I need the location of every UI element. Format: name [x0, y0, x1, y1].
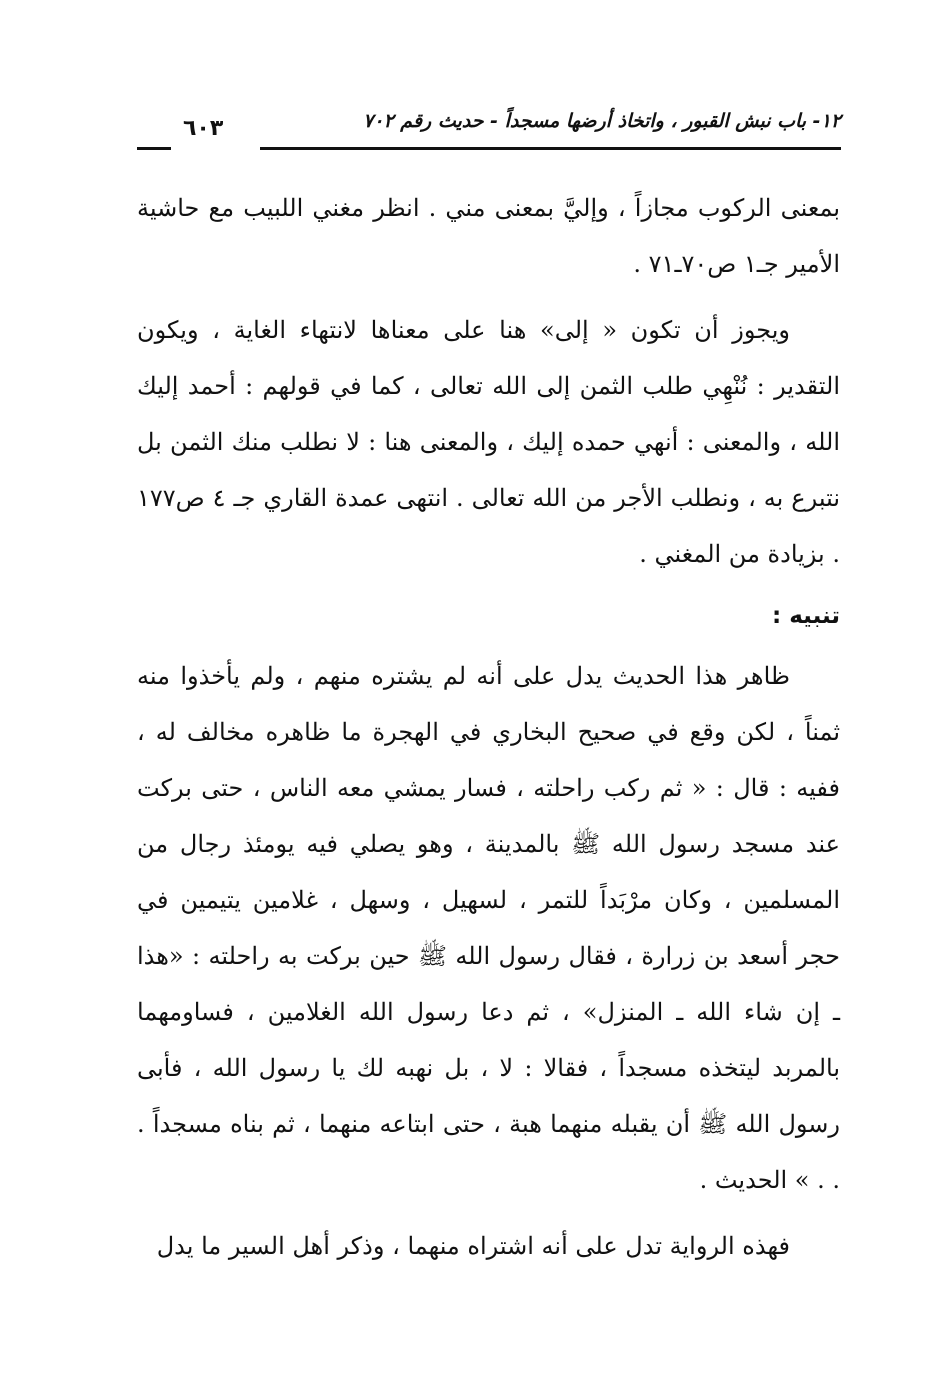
page-number: ٦٠٣ — [183, 116, 224, 141]
running-header — [135, 108, 841, 142]
page-number-rule — [137, 147, 171, 150]
paragraph-hadith-discussion: ظاهر هذا الحديث يدل على أنه لم يشتره منهم ، ولم يأخذوا منه ثمناً ، لكن وقع في صحيح البخاري في الهجرة ما ظاهره مخالف له ، ففيه : قال : « ثم ركب راحلته ، فسار يمشي معه الناس ، حتى بركت عند مسجد رسول الله ﷺ بالمدينة ، وهو يصلي فيه يومئذ رجال من المسلمين ، وكان مرْبَداً للتمر ، لسهيل ، وسهل ، غلامين يتيمين في حجر أسعد بن زرارة ، فقال رسول الله ﷺ حين بركت به راحلته : «هذا ـ إن شاء الله ـ المنزل» ، ثم دعا رسول الله الغلامين ، فساومهما بالمربد ليتخذه مسجداً ، فقالا : لا ، بل نهبه لك يا رسول الله ، فأبى رسول الله ﷺ أن يقبله منهما هبة ، حتى ابتاعه منهما ، ثم بناه مسجداً . . . » الحديث . — [137, 662, 841, 1194]
paragraph-grammar-note: ويجوز أن تكون « إلى» هنا على معناها لانتهاء الغاية ، ويكون التقدير : نُنْهِي طلب الثمن إلى الله تعالى ، كما في قولهم : أحمد إليك الله ، والمعنى : أنهي حمده إليك ، والمعنى هنا : لا نطلب منك الثمن بل نتبرع به ، ونطلب الأجر من الله تعالى . انتهى عمدة القاري جـ ٤ ص١٧٧ . بزيادة من المغني . — [137, 316, 840, 568]
paragraph-continuation: بمعنى الركوب مجازاً ، وإليَّ بمعنى مني . انظر مغني اللبيب مع حاشية الأمير جـ١ ص٧٠ـ٧١ . — [137, 194, 840, 278]
main-text — [137, 180, 840, 1274]
section-heading: تنبيه : — [772, 603, 840, 629]
chapter-title: ١٢- باب نبش القبور ، واتخاذ أرضها مسجداً - حديث رقم ٧٠٢ — [363, 110, 841, 132]
header-rule — [260, 147, 841, 150]
paragraph-conclusion: فهذه الرواية تدل على أنه اشتراه منهما ، وذكر أهل السير ما يدل — [156, 1232, 790, 1260]
